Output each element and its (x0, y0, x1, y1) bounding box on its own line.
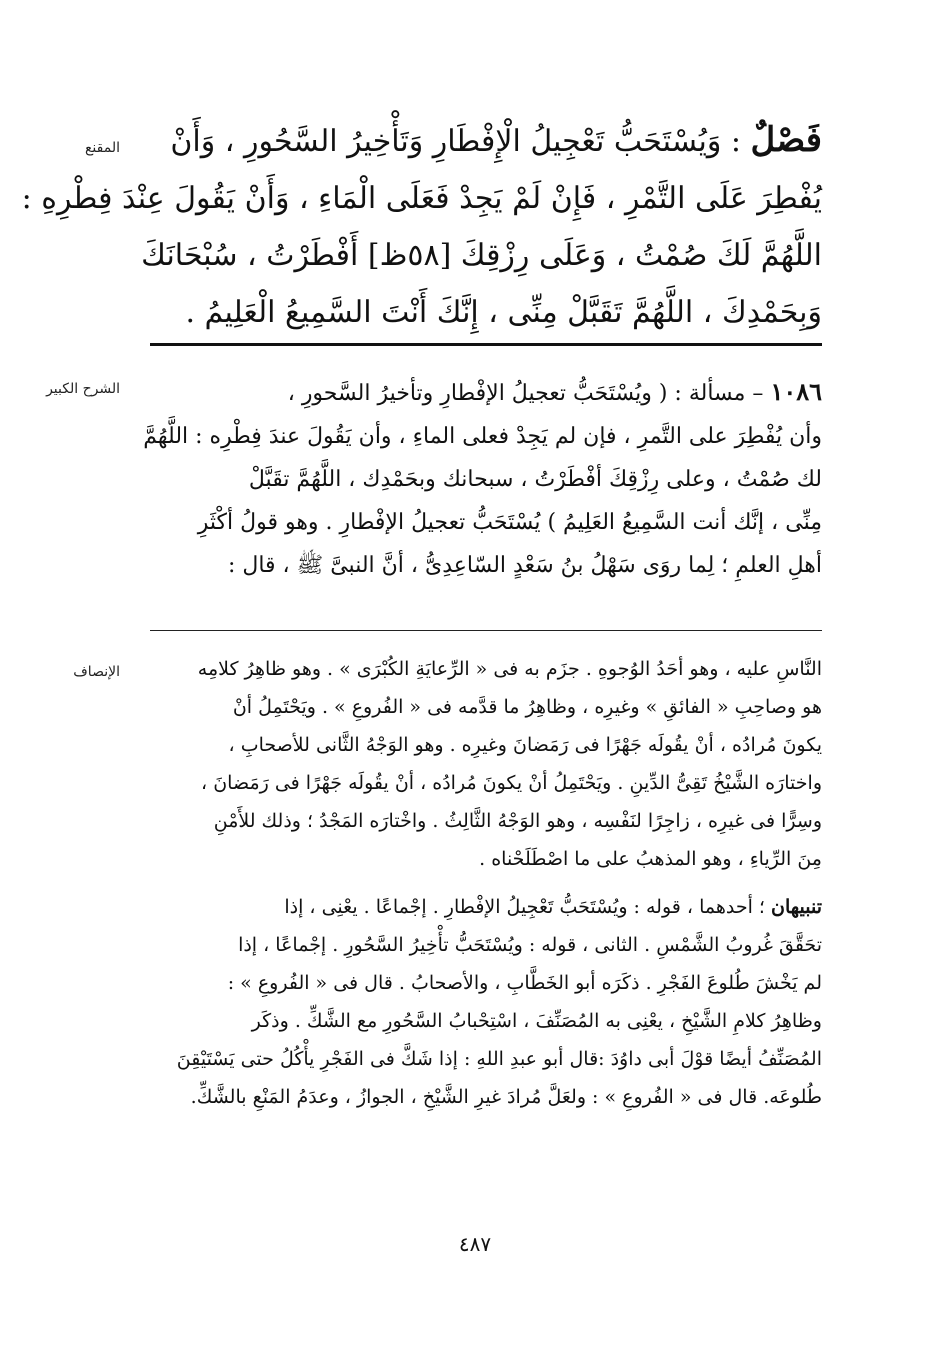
insaf-text-block (150, 650, 822, 1116)
muqni-line-4: وَبِحَمْدِكَ ، اللَّهُمَّ تَقَبَّلْ مِنِّى ، إِنَّكَ أَنْتَ السَّمِيعُ الْعَلِيمُ . (185, 295, 822, 330)
insaf-p1-line-6: مِنَ الرِّياءِ ، وهو المذهبُ على ما اصْطَلَحْناه . (479, 848, 822, 870)
section-divider-thick (150, 343, 822, 346)
label-insaf: الإنصاف (73, 664, 120, 680)
insaf-paragraph-1 (150, 650, 822, 878)
muqni-line-2: يُفْطِرَ عَلَى التَّمْرِ ، فَإِنْ لَمْ يَجِدْ فَعَلَى الْمَاءِ ، وَأَنْ يَقُولَ عِنْدَ فِطْرِهِ : (21, 181, 822, 216)
insaf-paragraph-2 (150, 888, 822, 1116)
sharh-line-5: أهلِ العلمِ ؛ لِما روَى سَهْلُ بنُ سَعْدٍ السّاعِدِىُّ ، أنَّ النبىَّ ﷺ ، قال : (227, 553, 822, 578)
insaf-p2-line-1-text: ؛ أحدهما ، قوله : ويُسْتَحَبُّ تَعْجِيلُ الإفْطارِ . إجْماعًا . يعْنِى ، إذا (284, 896, 765, 918)
muqni-line-1-text: : وَيُسْتَحَبُّ تَعْجِيلُ الْإِفْطَارِ وَتَأْخِيرُ السَّحُورِ ، وَأَنْ (170, 124, 741, 159)
insaf-p2-line-1 (150, 888, 822, 926)
insaf-p2-line-6: طُلوعَه. قال فى « الفُروعِ » : ولعَلَّ مُرادَ غيرِ الشَّيْخِ ، الجوازُ ، وعدَمُ المَنْعِ بالشَّكِّ. (190, 1086, 822, 1108)
sharh-line-3: لك صُمْتُ ، وعلى رِزْقِكَ أفْطَرْتُ ، سبحانك وبحَمْدِك ، اللَّهُمَّ تقَبَّلْ (248, 467, 822, 492)
insaf-p1-line-4: واختارَه الشَّيْخُ تَقِىُّ الدِّينِ . ويَحْتَمِلُ أنْ يكونَ مُرادُه ، أنْ يقُولَه جَهْرًا فى رَمَضانَ ، (201, 772, 822, 794)
sharh-line-1 (150, 370, 822, 415)
muqni-line-3: اللَّهُمَّ لَكَ صُمْتُ ، وَعَلَى رِزْقِكَ [٥٨ظ] أَفْطَرْتُ ، سُبْحَانَكَ (141, 238, 822, 273)
label-sharh-kabir: الشرح الكبير (46, 381, 120, 397)
sharh-line-2: وأن يُفْطِرَ على التَّمرِ ، فإن لم يَجِدْ فعلى الماءِ ، وأن يَقُولَ عندَ فِطْرِه : اللَّهُمَّ (143, 424, 822, 449)
insaf-p2-line-4: وظاهِرُ كلامِ الشَّيْخِ ، يعْنِى به المُصَنِّفَ ، اسْتِحْبابُ السَّحُورِ مع الشَّكِّ . وذكَر (251, 1010, 822, 1032)
sharh-line-1-text: – مسألة : ( ويُسْتَحَبُّ تعجيلُ الإفْطارِ وتأخيرُ السَّحورِ ، (287, 381, 764, 406)
masala-number: ١٠٨٦ (770, 377, 822, 406)
muqni-line-1 (150, 112, 822, 170)
insaf-p2-line-3: لم يَخْشَ طُلوعَ الفَجْرِ . ذكَرَه أبو الخَطَّابِ ، والأصحابُ . قال فى « الفُروعِ » : (227, 972, 822, 994)
insaf-p1-line-5: وسِرًّا فى غيرِه ، زاجِرًا لنَفْسِه ، وهو الوَجْهُ الثَّالِثُ . واخْتارَه المَجْدُ ؛ وذلك للأَمْنِ (213, 810, 822, 832)
insaf-p1-line-3: يكونَ مُرادُه ، أنْ يقُولَه جَهْرًا فى رَمَضانَ وغيرِه . وهو الوَجْهُ الثَّانى للأصحابِ ، (228, 734, 822, 756)
page-number: ٤٨٧ (458, 1232, 492, 1256)
section-divider-thin (150, 630, 822, 631)
label-muqni: المقنع (84, 140, 120, 156)
muqni-section-heading: فَصْلٌ (750, 120, 822, 160)
sharh-line-4: مِنِّى ، إنَّك أنت السَّمِيعُ العَلِيمُ ) يُسْتَحَبُّ تعجيلُ الإفْطارِ . وهو قولُ أكْثَرِ (197, 510, 822, 535)
insaf-p2-line-5: المُصَنِّفُ أيضًا قوْلَ أبى داوُدَ :قال أبو عبدِ اللهِ : إذا شَكَّ فى الفَجْرِ يأْكُلُ حتى يَسْتَيْقِنَ (176, 1048, 822, 1070)
insaf-p1-line-2: هو وصاحِبِ « الفائقِ » وغيرِه ، وظاهِرُ ما قدَّمه فى « الفُروعِ » . ويَحْتَمِلُ أنْ (232, 696, 822, 718)
insaf-p2-line-2: تحَقَّقَ غُروبُ الشَّمْسِ . الثانى ، قوله : ويُسْتَحَبُّ تأْخِيرُ السَّحُورِ . إجْماعًا ، إذا (238, 934, 822, 956)
tanbihan-heading: تنبيهان (771, 896, 822, 918)
sharh-text-block (143, 370, 822, 587)
insaf-p1-line-1: النَّاسِ عليه ، وهو أحَدُ الوُجوهِ . جزَم به فى « الرِّعايَةِ الكُبْرَى » . وهو ظاهِرُ كلامِه (197, 658, 822, 680)
